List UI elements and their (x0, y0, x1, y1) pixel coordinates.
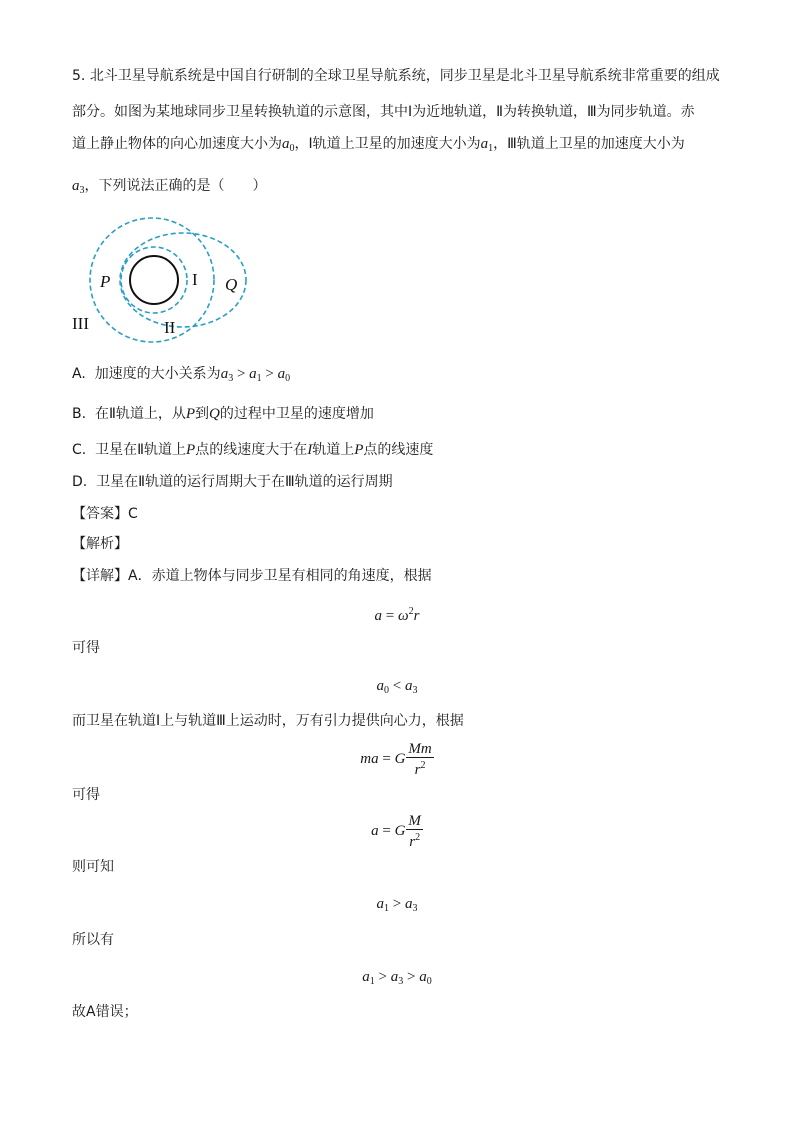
question-stem-line1 (72, 66, 720, 86)
label-p: P (100, 272, 111, 291)
option-d: D. 卫星在Ⅱ轨道的运行周期大于在Ⅲ轨道的运行周期 (72, 474, 393, 490)
option-b: B. 在Ⅱ轨道上，从P到Q的过程中卫星的速度增加 (72, 406, 374, 422)
question-stem-line3 (72, 134, 685, 159)
stem-text-1: 北斗卫星导航系统是中国自行研制的全球卫星导航系统，同步卫星是北斗卫星导航系统非常重要的组成 (89, 68, 720, 84)
formula-a-omega: $a = \omega^2r$ (374, 606, 420, 624)
option-c: C. 卫星在Ⅱ轨道上P点的线速度大于在I轨道上P点的线速度 (72, 442, 434, 458)
label-q: Q (225, 275, 238, 294)
symbol-a1: $a_1$ (480, 136, 494, 154)
formula-a1-a3-a0: $a_1 > a_3 > a_0$ (362, 969, 432, 987)
text-zekezhi: 则可知 (72, 859, 114, 875)
stem-text-2: 部分。如图为某地球同步卫星转换轨道的示意图，其中Ⅰ为近地轨道，Ⅱ为转换轨道，Ⅲ为同步轨道。赤 (72, 104, 695, 120)
answer-line (72, 504, 138, 524)
text-conclusion: 故A错误； (72, 1004, 138, 1020)
formula-a0-lt-a3: $a_0 < a_3$ (376, 678, 418, 696)
label-iii: III (72, 314, 89, 333)
symbol-a3: $a_3$ (72, 178, 85, 196)
relation-a3-a1-a0: $a_3 > a_1 > a_0$ (220, 366, 291, 384)
stem-text-3c: ，Ⅲ轨道上卫星的加速度大小为 (493, 136, 685, 152)
stem-text-3b: ，Ⅰ轨道上卫星的加速度大小为 (294, 136, 481, 152)
analysis-line (72, 534, 128, 554)
symbol-a0: $a_0$ (282, 136, 295, 154)
text-line-2: 而卫星在轨道Ⅰ上与轨道Ⅲ上运动时，万有引力提供向心力，根据 (72, 713, 464, 729)
label-ii: II (164, 318, 176, 337)
answer-value: C (128, 506, 138, 522)
question-number: 5. (72, 68, 86, 84)
earth (130, 256, 178, 304)
question-stem-line2 (72, 102, 695, 122)
formula-a1-gt-a3: $a_1 > a_3$ (376, 896, 418, 914)
orbit-diagram (60, 206, 260, 346)
option-a: A. 加速度的大小关系为$a_3 > a_1 > a_0$ (72, 366, 291, 384)
text-kede-1: 可得 (72, 640, 100, 656)
detail-label: 【详解】 (72, 568, 128, 584)
stem-text-3a: 道上静止物体的向心加速度大小为 (72, 136, 282, 152)
question-stem-line4 (72, 176, 267, 201)
formula-ma-gmm: ma = G $\frac{Mm}{r^2}$ (360, 741, 432, 778)
stem-text-4: ，下列说法正确的是（ ） (84, 178, 267, 194)
answer-label: 【答案】 (72, 506, 128, 522)
detail-line: 【详解】A．赤道上物体与同步卫星有相同的角速度，根据 (72, 568, 432, 584)
formula-a-gm: a = G $\frac{M}{r^2}$ (371, 813, 421, 850)
text-kede-2: 可得 (72, 787, 100, 803)
analysis-label: 【解析】 (72, 536, 128, 552)
label-i: I (192, 270, 198, 289)
text-suoyi: 所以有 (72, 932, 114, 948)
